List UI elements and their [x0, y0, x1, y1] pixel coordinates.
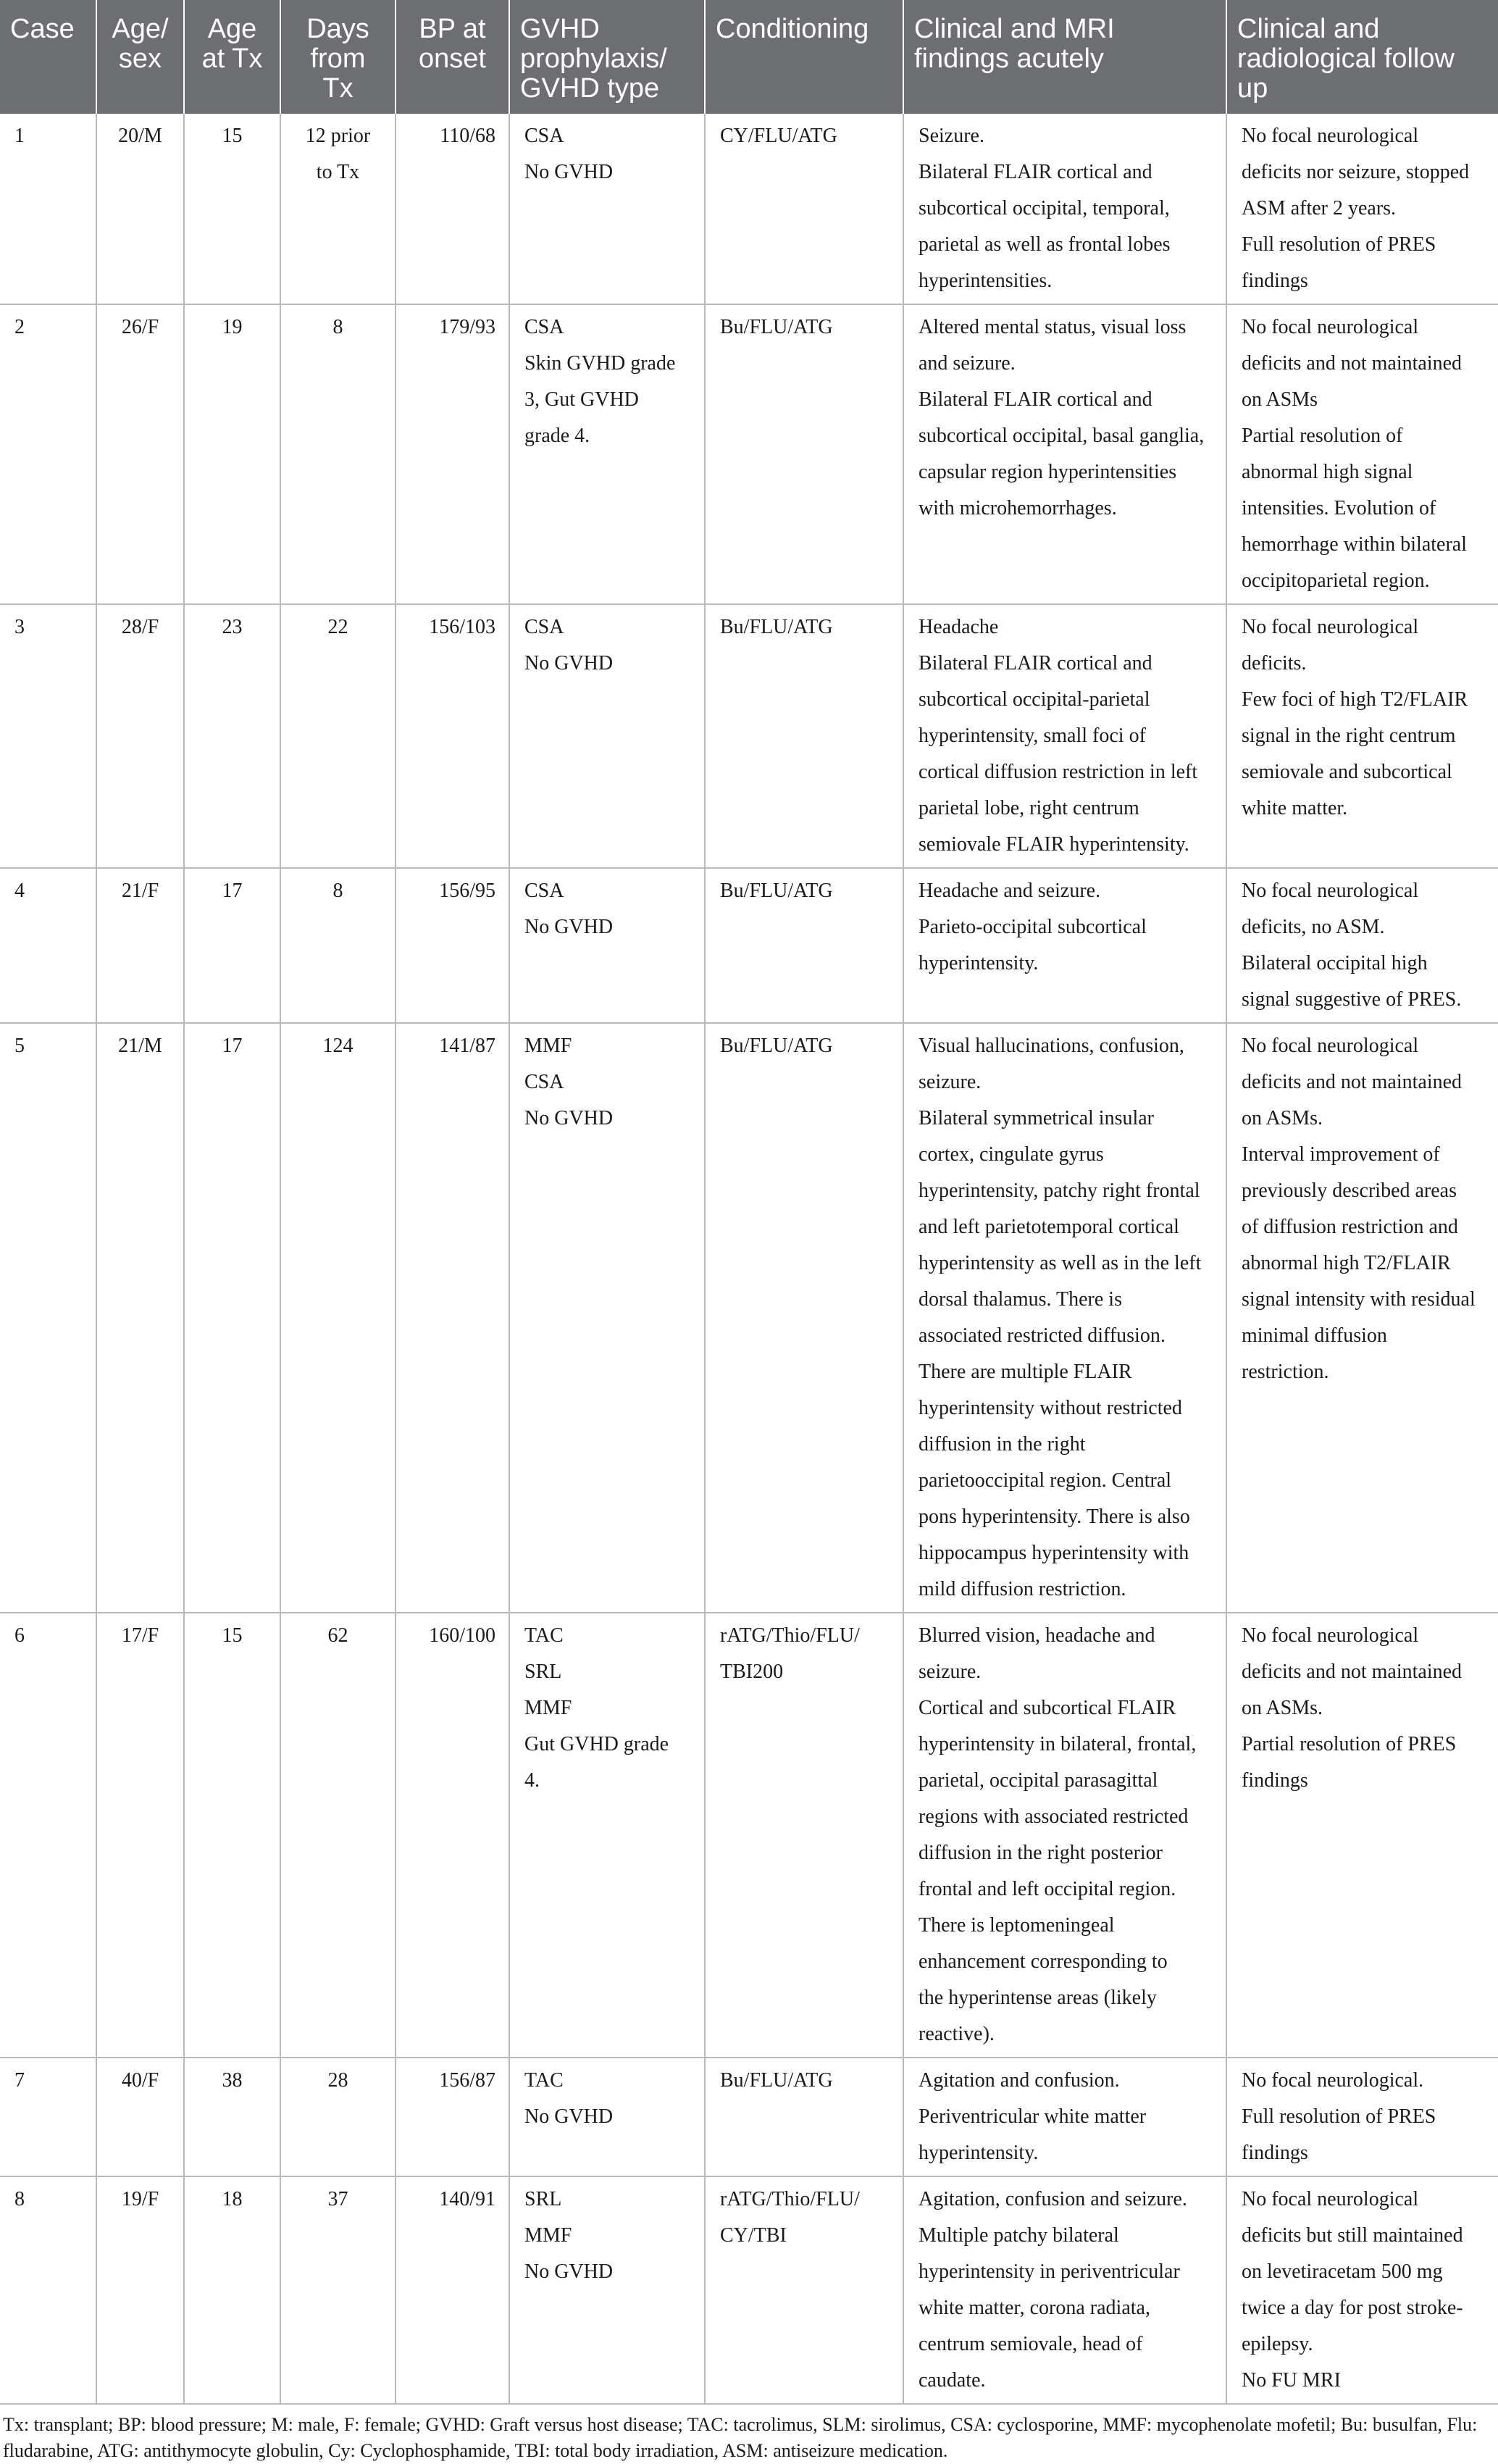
header-age-sex: Age/ sex [96, 0, 184, 114]
cell-days-from-tx: 12 prior to Tx [280, 114, 396, 304]
cell-case: 2 [0, 304, 96, 604]
cell-case: 8 [0, 2176, 96, 2404]
header-acute-findings: Clinical and MRI findings acutely [903, 0, 1226, 114]
cell-age-at-tx: 15 [184, 114, 280, 304]
cell-age-sex: 28/F [96, 604, 184, 868]
cell-age-at-tx: 15 [184, 1613, 280, 2058]
cell-conditioning: rATG/Thio/FLU/ TBI200 [705, 1613, 903, 2058]
cell-days-from-tx: 8 [280, 304, 396, 604]
cell-acute-findings: Seizure. Bilateral FLAIR cortical and subcortical occipital, temporal, parietal as well as frontal lobes hyperintensities. [903, 114, 1226, 304]
cell-case: 1 [0, 114, 96, 304]
cell-case: 6 [0, 1613, 96, 2058]
cell-conditioning: Bu/FLU/ATG [705, 2058, 903, 2176]
cell-gvhd: CSA Skin GVHD grade 3, Gut GVHD grade 4. [509, 304, 705, 604]
cell-age-sex: 17/F [96, 1613, 184, 2058]
cell-follow-up: No focal neurological deficits and not maintained on ASMs Partial resolution of abnormal high signal intensities. Evolution of hemorrhage within bilateral occipitoparietal region. [1226, 304, 1498, 604]
cell-gvhd: SRL MMF No GVHD [509, 2176, 705, 2404]
cell-acute-findings: Headache Bilateral FLAIR cortical and subcortical occipital-parietal hyperintensity, small foci of cortical diffusion restriction in left parietal lobe, right centrum semiovale FLAIR hyperintensity. [903, 604, 1226, 868]
cell-bp-at-onset: 160/100 [396, 1613, 509, 2058]
cell-age-sex: 26/F [96, 304, 184, 604]
cell-age-at-tx: 38 [184, 2058, 280, 2176]
header-days-from-tx: Days from Tx [280, 0, 396, 114]
cell-gvhd: TAC SRL MMF Gut GVHD grade 4. [509, 1613, 705, 2058]
cell-bp-at-onset: 179/93 [396, 304, 509, 604]
cell-days-from-tx: 8 [280, 868, 396, 1023]
cell-case: 7 [0, 2058, 96, 2176]
cell-acute-findings: Agitation, confusion and seizure. Multiple patchy bilateral hyperintensity in periventricular white matter, corona radiata, centrum semiovale, head of caudate. [903, 2176, 1226, 2404]
cell-conditioning: Bu/FLU/ATG [705, 604, 903, 868]
header-age-at-tx: Age at Tx [184, 0, 280, 114]
cell-acute-findings: Altered mental status, visual loss and seizure. Bilateral FLAIR cortical and subcortical occipital, basal ganglia, capsular region hyperintensities with microhemorrhages. [903, 304, 1226, 604]
table-footnote: Tx: transplant; BP: blood pressure; M: male, F: female; GVHD: Graft versus host disease; TAC: tacrolimus, SLM: sirolimus, CSA: cyclosporine, MMF: mycophenolate mofetil; Bu: busulfan, Flu: fludarabine, ATG: antithymocyte globulin, Cy: Cyclophosphamide, TBI: total body irradiation, ASM: antiseizure medication. [3, 2414, 1478, 2461]
table-header [0, 0, 1498, 114]
table-row [0, 1023, 1498, 1613]
cell-conditioning: Bu/FLU/ATG [705, 868, 903, 1023]
cell-gvhd: MMF CSA No GVHD [509, 1023, 705, 1613]
cell-gvhd: CSA No GVHD [509, 868, 705, 1023]
cell-follow-up: No focal neurological deficits, no ASM. Bilateral occipital high signal suggestive of PRES. [1226, 868, 1498, 1023]
cell-age-at-tx: 18 [184, 2176, 280, 2404]
cell-days-from-tx: 37 [280, 2176, 396, 2404]
table-row [0, 868, 1498, 1023]
cell-conditioning: Bu/FLU/ATG [705, 304, 903, 604]
cell-follow-up: No focal neurological deficits and not maintained on ASMs. Partial resolution of PRES findings [1226, 1613, 1498, 2058]
table-row [0, 114, 1498, 304]
cell-acute-findings: Agitation and confusion. Periventricular white matter hyperintensity. [903, 2058, 1226, 2176]
cell-acute-findings: Headache and seizure. Parieto-occipital subcortical hyperintensity. [903, 868, 1226, 1023]
cell-acute-findings: Blurred vision, headache and seizure. Cortical and subcortical FLAIR hyperintensity in bilateral, frontal, parietal, occipital parasagittal regions with associated restricted diffusion in the right posterior frontal and left occipital region. There is leptomeningeal enhancement corresponding to the hyperintense areas (likely reactive). [903, 1613, 1226, 2058]
cell-acute-findings: Visual hallucinations, confusion, seizure. Bilateral symmetrical insular cortex, cingulate gyrus hyperintensity, patchy right frontal and left parietotemporal cortical hyperintensity as well as in the left dorsal thalamus. There is associated restricted diffusion. There are multiple FLAIR hyperintensity without restricted diffusion in the right parietooccipital region. Central pons hyperintensity. There is also hippocampus hyperintensity with mild diffusion restriction. [903, 1023, 1226, 1613]
header-bp-at-onset: BP at onset [396, 0, 509, 114]
cell-age-at-tx: 17 [184, 868, 280, 1023]
cell-bp-at-onset: 141/87 [396, 1023, 509, 1613]
cell-case: 4 [0, 868, 96, 1023]
table-row [0, 304, 1498, 604]
cell-gvhd: CSA No GVHD [509, 604, 705, 868]
cell-bp-at-onset: 110/68 [396, 114, 509, 304]
cell-age-sex: 19/F [96, 2176, 184, 2404]
cell-gvhd: CSA No GVHD [509, 114, 705, 304]
cell-age-at-tx: 23 [184, 604, 280, 868]
cell-days-from-tx: 28 [280, 2058, 396, 2176]
cell-age-sex: 40/F [96, 2058, 184, 2176]
cell-bp-at-onset: 156/95 [396, 868, 509, 1023]
cell-days-from-tx: 22 [280, 604, 396, 868]
cell-bp-at-onset: 140/91 [396, 2176, 509, 2404]
table-row [0, 2058, 1498, 2176]
cell-follow-up: No focal neurological deficits. Few foci of high T2/FLAIR signal in the right centrum semiovale and subcortical white matter. [1226, 604, 1498, 868]
cell-conditioning: CY/FLU/ATG [705, 114, 903, 304]
cell-follow-up: No focal neurological deficits but still maintained on levetiracetam 500 mg twice a day for post stroke- epilepsy. No FU MRI [1226, 2176, 1498, 2404]
cell-conditioning: rATG/Thio/FLU/ CY/TBI [705, 2176, 903, 2404]
cell-follow-up: No focal neurological deficits nor seizure, stopped ASM after 2 years. Full resolution of PRES findings [1226, 114, 1498, 304]
cell-follow-up: No focal neurological. Full resolution of PRES findings [1226, 2058, 1498, 2176]
cell-conditioning: Bu/FLU/ATG [705, 1023, 903, 1613]
cell-gvhd: TAC No GVHD [509, 2058, 705, 2176]
header-follow-up: Clinical and radiological follow up [1226, 0, 1498, 114]
header-case: Case [0, 0, 96, 114]
table-row [0, 1613, 1498, 2058]
cell-follow-up: No focal neurological deficits and not maintained on ASMs. Interval improvement of previously described areas of diffusion restriction and abnormal high T2/FLAIR signal intensity with residual minimal diffusion restriction. [1226, 1023, 1498, 1613]
cell-days-from-tx: 62 [280, 1613, 396, 2058]
header-conditioning: Conditioning [705, 0, 903, 114]
cell-age-sex: 21/F [96, 868, 184, 1023]
header-gvhd: GVHD prophylaxis/ GVHD type [509, 0, 705, 114]
cell-age-at-tx: 19 [184, 304, 280, 604]
cell-age-at-tx: 17 [184, 1023, 280, 1613]
cell-bp-at-onset: 156/103 [396, 604, 509, 868]
cell-bp-at-onset: 156/87 [396, 2058, 509, 2176]
table-row [0, 2176, 1498, 2404]
cell-case: 3 [0, 604, 96, 868]
cell-age-sex: 21/M [96, 1023, 184, 1613]
table-row [0, 604, 1498, 868]
table-body [0, 114, 1498, 2404]
cell-days-from-tx: 124 [280, 1023, 396, 1613]
cell-case: 5 [0, 1023, 96, 1613]
cell-age-sex: 20/M [96, 114, 184, 304]
